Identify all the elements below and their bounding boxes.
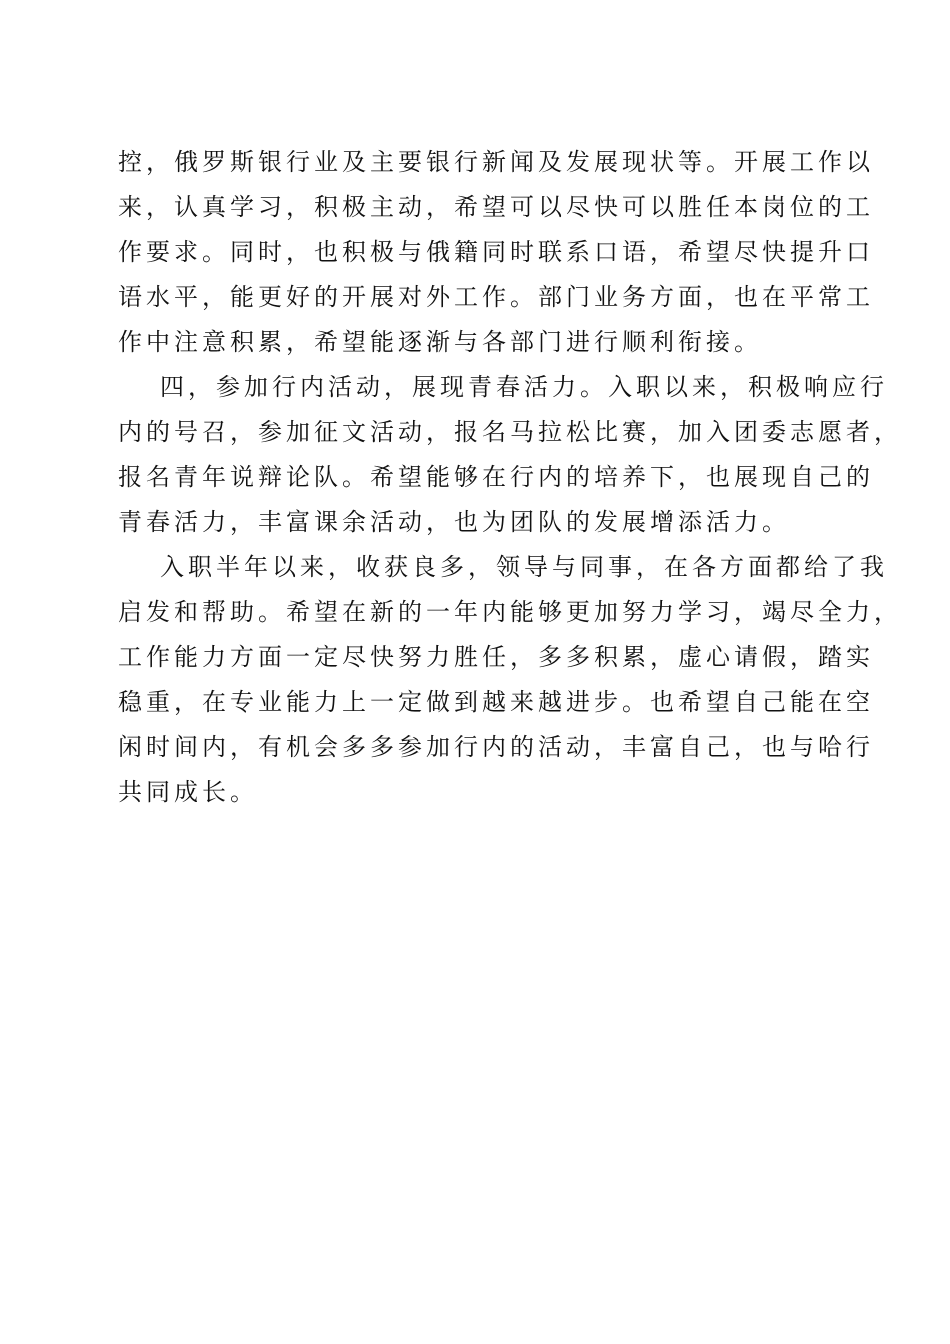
text-line: 四，参加行内活动，展现青春活力。入职以来，积极响应行 [160,373,888,401]
text-line: 闲时间内，有机会多多参加行内的活动，丰富自己，也与哈行 [118,733,874,761]
text-line: 来，认真学习，积极主动，希望可以尽快可以胜任本岗位的工 [118,193,874,221]
text-line: 青春活力，丰富课余活动，也为团队的发展增添活力。 [118,508,790,536]
text-line: 控，俄罗斯银行业及主要银行新闻及发展现状等。开展工作以 [118,148,874,176]
paragraph-work-summary [118,140,874,365]
text-line: 入职半年以来，收获良多，领导与同事，在各方面都给了我 [160,553,888,581]
document-body [118,140,902,815]
text-line: 内的号召，参加征文活动，报名马拉松比赛，加入团委志愿者， [118,418,902,446]
text-line: 作要求。同时，也积极与俄籍同时联系口语，希望尽快提升口 [118,238,874,266]
text-line: 作中注意积累，希望能逐渐与各部门进行顺利衔接。 [118,328,762,356]
text-line: 报名青年说辩论队。希望能够在行内的培养下，也展现自己的 [118,463,874,491]
paragraph-conclusion [118,545,902,815]
text-line: 共同成长。 [118,778,258,806]
text-line: 启发和帮助。希望在新的一年内能够更加努力学习，竭尽全力， [118,598,902,626]
text-line: 稳重，在专业能力上一定做到越来越进步。也希望自己能在空 [118,688,874,716]
text-line: 工作能力方面一定尽快努力胜任，多多积累，虚心请假，踏实 [118,643,874,671]
text-line: 语水平，能更好的开展对外工作。部门业务方面，也在平常工 [118,283,874,311]
paragraph-activities [118,365,902,545]
